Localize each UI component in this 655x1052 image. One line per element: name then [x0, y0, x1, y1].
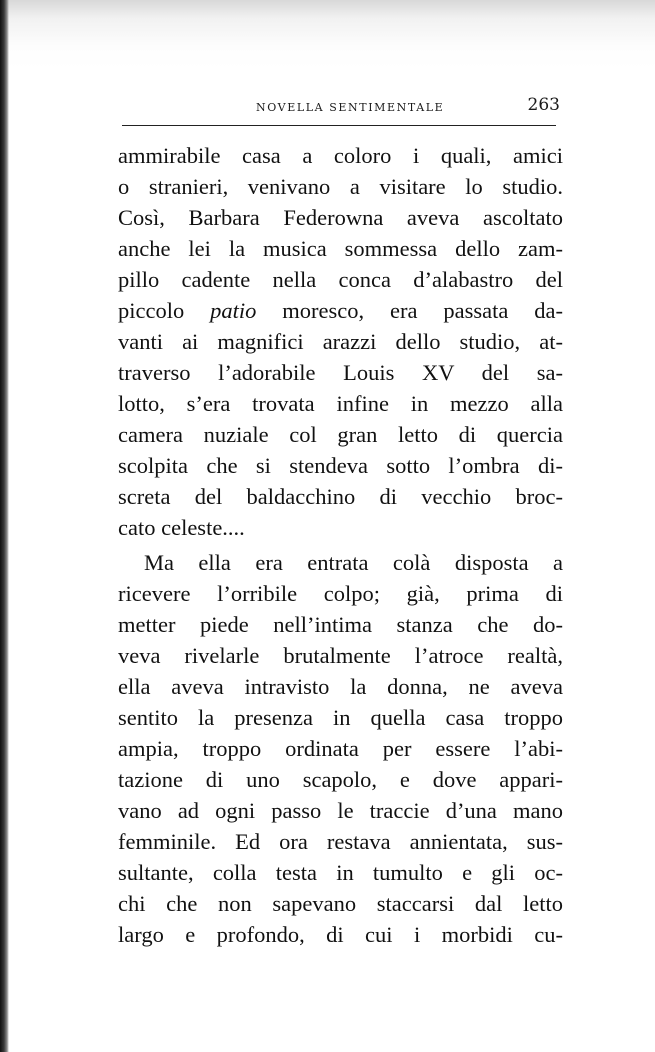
text-line: veva rivelarle brutalmente l’atroce realtà,	[118, 643, 563, 668]
text-line: screta del baldacchino di vecchio broc-	[118, 484, 563, 509]
text-line: cato celeste....	[118, 515, 245, 540]
running-title: NOVELLA SENTIMENTALE	[256, 101, 445, 114]
text-line: vanti ai magnifici arazzi dello studio, at-	[118, 329, 563, 354]
page-header	[118, 95, 568, 119]
text-line: metter piede nell’intima stanza che do-	[118, 612, 563, 637]
text-line: camera nuziale col gran letto di quercia	[118, 422, 563, 447]
text-line: Così, Barbara Federowna aveva ascoltato	[118, 205, 563, 230]
text-line: anche lei la musica sommessa dello zam-	[118, 236, 563, 261]
text-line: o stranieri, venivano a visitare lo studio.	[118, 174, 563, 199]
text-line: chi che non sapevano staccarsi dal letto	[118, 891, 563, 916]
text-line: largo e profondo, di cui i morbidi cu-	[118, 922, 563, 947]
text-line: pillo cadente nella conca d’alabastro del	[118, 267, 563, 292]
page-number: 263	[527, 95, 560, 115]
text-line: vano ad ogni passo le traccie d’una mano	[118, 798, 563, 823]
text-line: scolpita che si stendeva sotto l’ombra di-	[118, 453, 563, 478]
paragraph-1	[118, 140, 563, 543]
text-line: lotto, s’era trovata infine in mezzo alla	[118, 391, 563, 416]
text-line: piccolo patio moresco, era passata da-	[118, 298, 563, 323]
text-line: ella aveva intravisto la donna, ne aveva	[118, 674, 563, 699]
page-binding-edge	[0, 0, 9, 1052]
paragraph-2	[118, 547, 563, 950]
text-line: sentito la presenza in quella casa troppo	[118, 705, 563, 730]
text-line: Ma ella era entrata colà disposta a	[144, 550, 563, 575]
body-text	[118, 140, 563, 950]
text-line: femminile. Ed ora restava annientata, sus-	[118, 829, 563, 854]
text-line: traverso l’adorabile Louis XV del sa-	[118, 360, 563, 385]
text-line: sultante, colla testa in tumulto e gli oc-	[118, 860, 563, 885]
text-line: ampia, troppo ordinata per essere l’abi-	[118, 736, 563, 761]
text-line: ricevere l’orribile colpo; già, prima di	[118, 581, 563, 606]
header-rule	[122, 125, 556, 126]
text-line: ammirabile casa a coloro i quali, amici	[118, 143, 563, 168]
italic-word: patio	[210, 298, 257, 323]
text-line: tazione di uno scapolo, e dove appari-	[118, 767, 563, 792]
